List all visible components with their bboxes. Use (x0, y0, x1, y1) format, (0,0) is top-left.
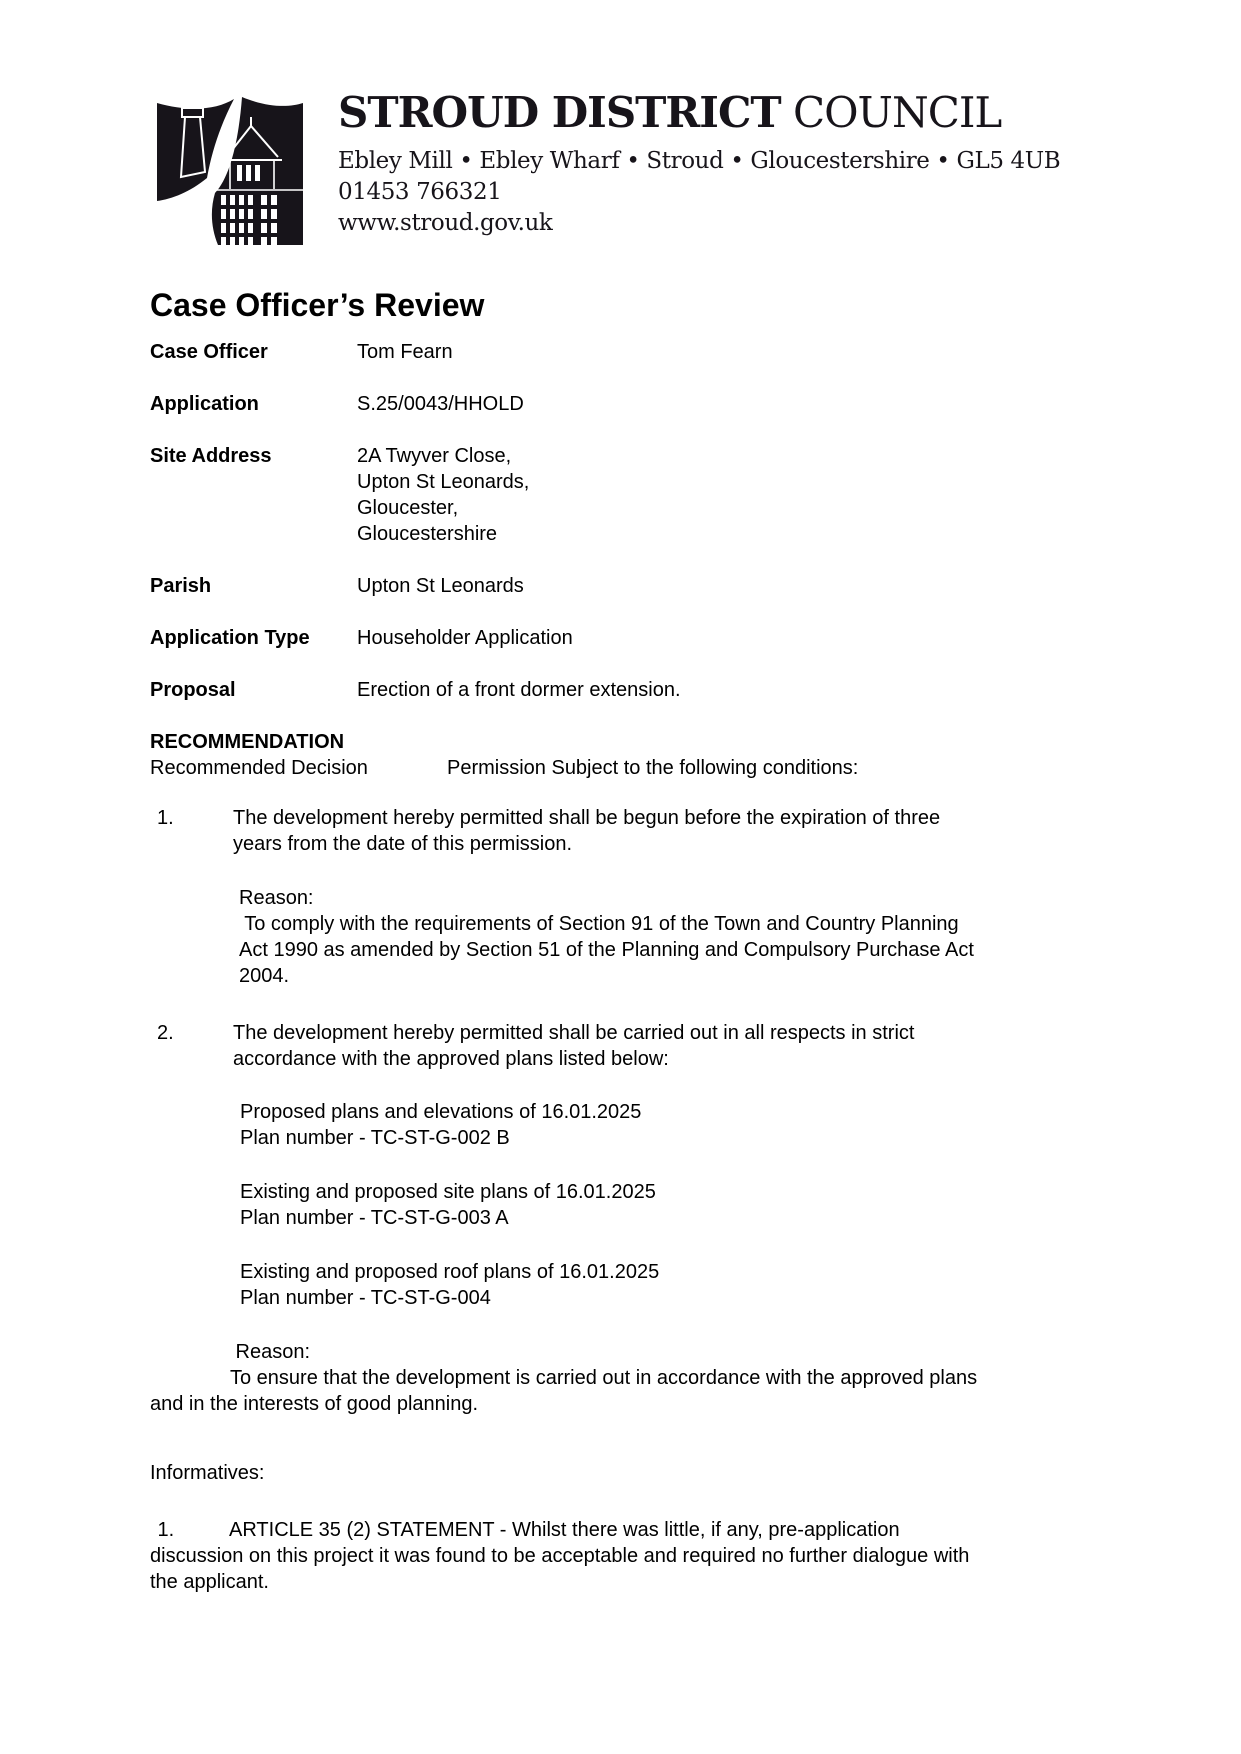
field-row-application-type (150, 625, 1160, 651)
informative-first-line: 1. ARTICLE 35 (2) STATEMENT - Whilst there was little, if any, pre-application (152, 1519, 900, 1541)
field-label: Site Address (150, 445, 272, 467)
condition-1-reason: Reason: To comply with the requirements of Section 91 of the Town and Country Planning Act 1990 as amended by Section 51 of the Planning and Compulsory Purchase Act 2004. (239, 887, 974, 987)
approved-plan: Proposed plans and elevations of 16.01.2025 Plan number - TC-ST-G-002 B (240, 1101, 642, 1149)
recommended-decision-value: Permission Subject to the following conditions: (447, 757, 859, 779)
condition-number: 2. (157, 1022, 174, 1044)
condition-body: The development hereby permitted shall be carried out in all respects in strict accordance with the approved plans listed below: Proposed plans and elevations of 16.01.2025 Plan number - TC-ST-G-002 B Existing and proposed site plans of 16.01.2025 Plan number - TC-ST-G-003 A Existing and proposed roof plans of 16.01.2025 Plan number - TC-ST-G-004 (233, 1022, 915, 1309)
field-value: S.25/0043/HHOLD (357, 393, 524, 415)
field-value: Upton St Leonards (357, 575, 524, 597)
recommended-decision-row (150, 755, 1160, 781)
recommendation-heading: RECOMMENDATION (150, 731, 345, 753)
field-row-case-officer (150, 339, 1160, 365)
field-label: Parish (150, 575, 212, 597)
recommended-decision-label: Recommended Decision (150, 757, 368, 779)
letterhead (338, 90, 1060, 239)
field-value: 2A Twyver Close, Upton St Leonards, Gloucester, Gloucestershire (357, 445, 530, 545)
field-value: Householder Application (357, 627, 573, 649)
informatives-heading: Informatives: (150, 1462, 265, 1484)
field-value: Erection of a front dormer extension. (357, 679, 681, 701)
condition-number: 1. (157, 807, 174, 829)
document-body (150, 339, 1160, 1595)
field-row-site-address (150, 443, 1160, 547)
field-label: Application (150, 393, 259, 415)
field-row-parish (150, 573, 1160, 599)
field-value: Tom Fearn (357, 341, 453, 363)
ebley-mill-icon (157, 97, 303, 245)
condition-1 (150, 805, 1160, 989)
page-title: Case Officer’s Review (150, 287, 485, 324)
council-logo (155, 95, 305, 247)
condition-2 (150, 1020, 1160, 1311)
council-name-light: COUNCIL (780, 88, 1002, 137)
council-name-bold: STROUD DISTRICT (338, 88, 781, 137)
approved-plan: Existing and proposed roof plans of 16.01.2025 Plan number - TC-ST-G-004 (240, 1261, 660, 1309)
condition-body: The development hereby permitted shall be begun before the expiration of three years from the date of this permission. Reason: To comply with the requirements of Section 91 of the Town and Country Planning Act 1990 as amended by Section 51 of the Planning and Compulsory Purchase Act 2004. (233, 807, 974, 987)
informative-1: 1. ARTICLE 35 (2) STATEMENT - Whilst there was little, if any, pre-application discussion on this project it was found to be acceptable and required no further dialogue with the applicant. (150, 1517, 1160, 1595)
council-website: www.stroud.gov.uk (338, 210, 553, 236)
field-row-proposal (150, 677, 1160, 703)
spacer (233, 1072, 914, 1099)
council-name (338, 90, 1060, 136)
approved-plan: Existing and proposed site plans of 16.01.2025 Plan number - TC-ST-G-003 A (240, 1181, 656, 1229)
condition-2-reason: Reason: To ensure that the development is carried out in accordance with the approved plans and in the interests of good planning. (150, 1341, 978, 1415)
field-label: Proposal (150, 679, 236, 701)
council-phone: 01453 766321 (338, 179, 502, 205)
field-row-application (150, 391, 1160, 417)
field-label: Case Officer (150, 341, 268, 363)
informative-number: 1. (152, 1519, 175, 1541)
spacer (233, 857, 974, 885)
council-address: Ebley Mill • Ebley Wharf • Stroud • Gloucestershire • GL5 4UB (338, 148, 1061, 174)
field-label: Application Type (150, 627, 310, 649)
